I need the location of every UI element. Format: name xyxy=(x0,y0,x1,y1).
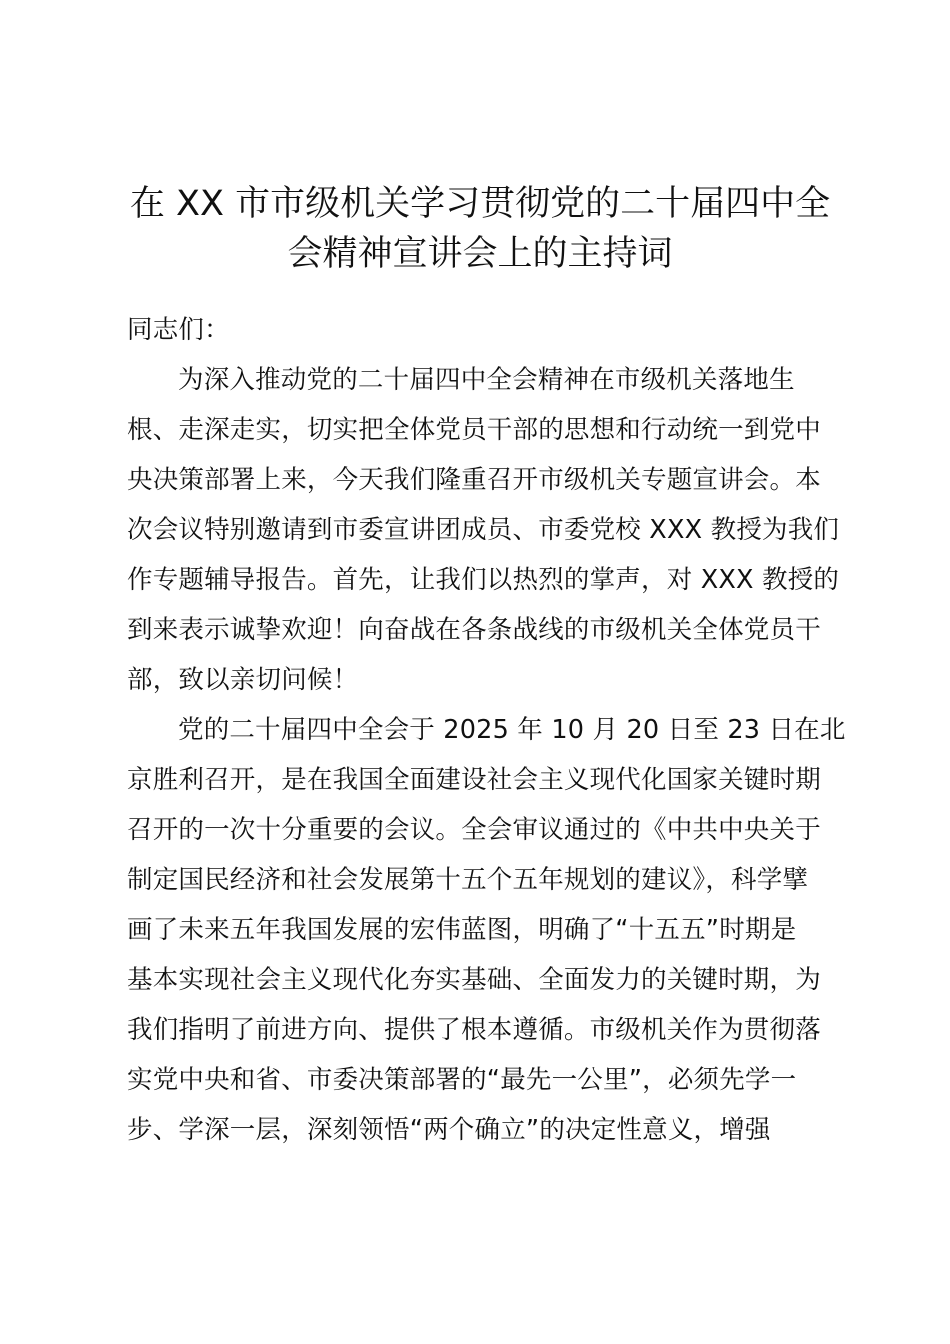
paragraph-line: 央决策部署上来，今天我们隆重召开市级机关专题宣讲会。本 xyxy=(127,465,821,495)
document-title-line-1: 在 XX 市市级机关学习贯彻党的二十届四中全 xyxy=(129,184,831,224)
paragraph-line: 制定国民经济和社会发展第十五个五年规划的建议》，科学擘 xyxy=(127,865,809,895)
paragraph-line: 京胜利召开，是在我国全面建设社会主义现代化国家关键时期 xyxy=(127,765,821,795)
paragraph-line: 步、学深一层，深刻领悟“两个确立”的决定性意义，增强 xyxy=(127,1115,771,1145)
paragraph-line: 画了未来五年我国发展的宏伟蓝图，明确了“十五五”时期是 xyxy=(127,915,797,945)
salutation: 同志们： xyxy=(127,315,230,345)
paragraph-line: 基本实现社会主义现代化夯实基础、全面发力的关键时期，为 xyxy=(127,965,821,995)
paragraph-line: 作专题辅导报告。首先，让我们以热烈的掌声，对 XXX 教授的 xyxy=(127,565,840,595)
paragraph-line: 部，致以亲切问候！ xyxy=(127,665,359,695)
paragraph-line: 根、走深走实，切实把全体党员干部的思想和行动统一到党中 xyxy=(127,415,821,445)
paragraph-line: 次会议特别邀请到市委宣讲团成员、市委党校 XXX 教授为我们 xyxy=(127,515,840,545)
paragraph-line: 召开的一次十分重要的会议。全会审议通过的《中共中央关于 xyxy=(127,815,821,845)
paragraph-line: 到来表示诚挚欢迎！向奋战在各条战线的市级机关全体党员干 xyxy=(127,615,821,645)
paragraph-line: 实党中央和省、市委决策部署的“最先一公里”，必须先学一 xyxy=(127,1065,797,1095)
paragraph-line: 为深入推动党的二十届四中全会精神在市级机关落地生 xyxy=(178,365,795,395)
paragraph-line: 党的二十届四中全会于 2025 年 10 月 20 日至 23 日在北 xyxy=(178,715,846,745)
document-title-line-2: 会精神宣讲会上的主持词 xyxy=(287,234,673,274)
paragraph-line: 我们指明了前进方向、提供了根本遵循。市级机关作为贯彻落 xyxy=(127,1015,821,1045)
